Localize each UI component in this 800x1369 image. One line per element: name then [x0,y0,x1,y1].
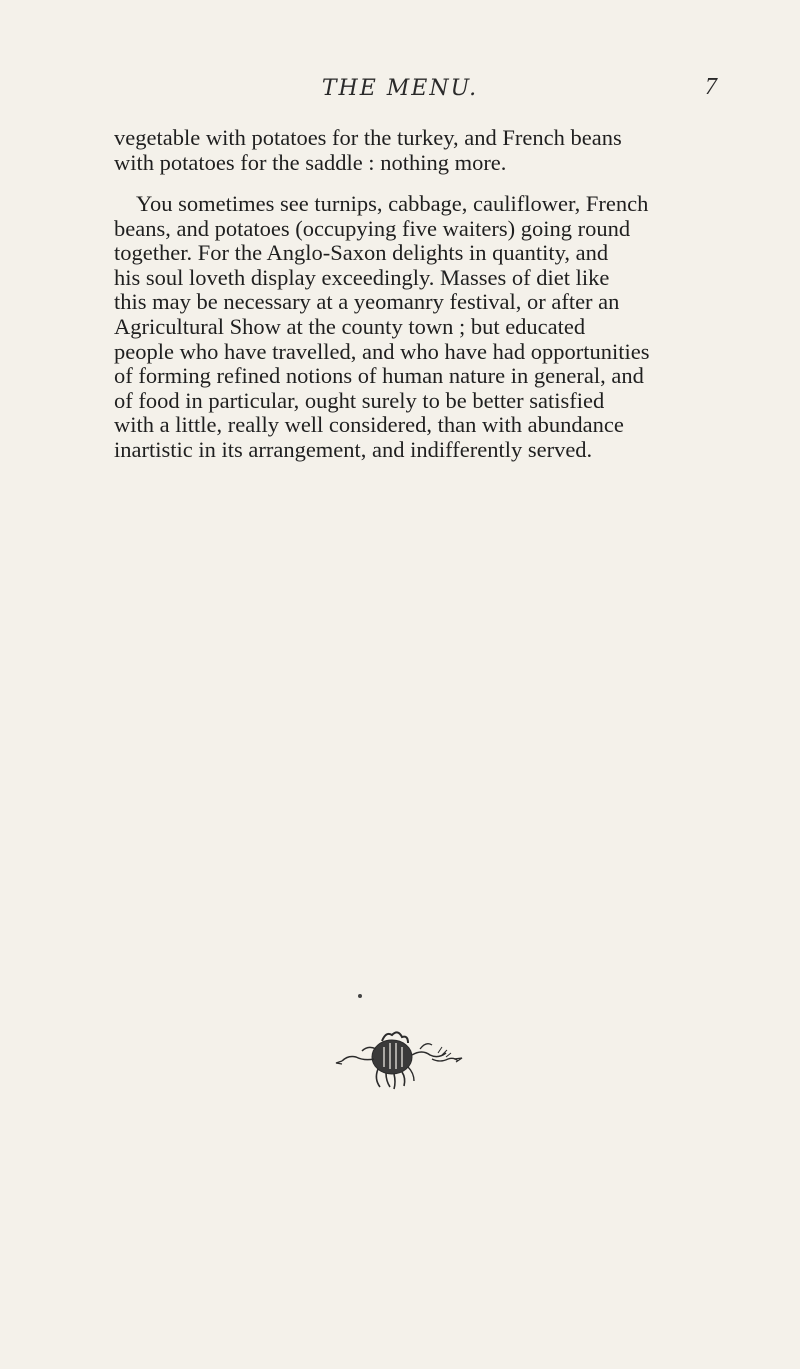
text-line: his soul loveth display exceedingly. Masses of diet like [114,264,610,290]
text-line: of forming refined notions of human nature in general, and [114,363,644,389]
paragraph-2 [114,192,710,463]
text-line: You sometimes see turnips, cabbage, cauliflower, French [136,191,649,216]
text-line: together. For the Anglo-Saxon delights in quantity, and [114,240,609,266]
running-title: THE MENU. [321,76,479,101]
paragraph-1 [114,126,710,175]
text-line: with potatoes for the saddle : nothing more. [114,149,507,175]
text-line: with a little, really well considered, than with abundance [114,412,624,438]
text-line: Agricultural Show at the county town ; but educated [114,313,586,339]
ink-speck [358,994,362,998]
text-line: people who have travelled, and who have had opportunities [114,338,650,364]
page-number: 7 [705,74,717,100]
text-line: inartistic in its arrangement, and indifferently served. [114,436,593,462]
text-line: of food in particular, ought surely to be better satisfied [114,387,605,413]
text-line: beans, and potatoes (occupying five waiters) going round [114,215,631,241]
text-line: this may be necessary at a yeomanry festival, or after an [114,289,620,315]
text-line: vegetable with potatoes for the turkey, and French beans [114,125,622,150]
decorative-tailpiece-icon [334,1029,470,1091]
